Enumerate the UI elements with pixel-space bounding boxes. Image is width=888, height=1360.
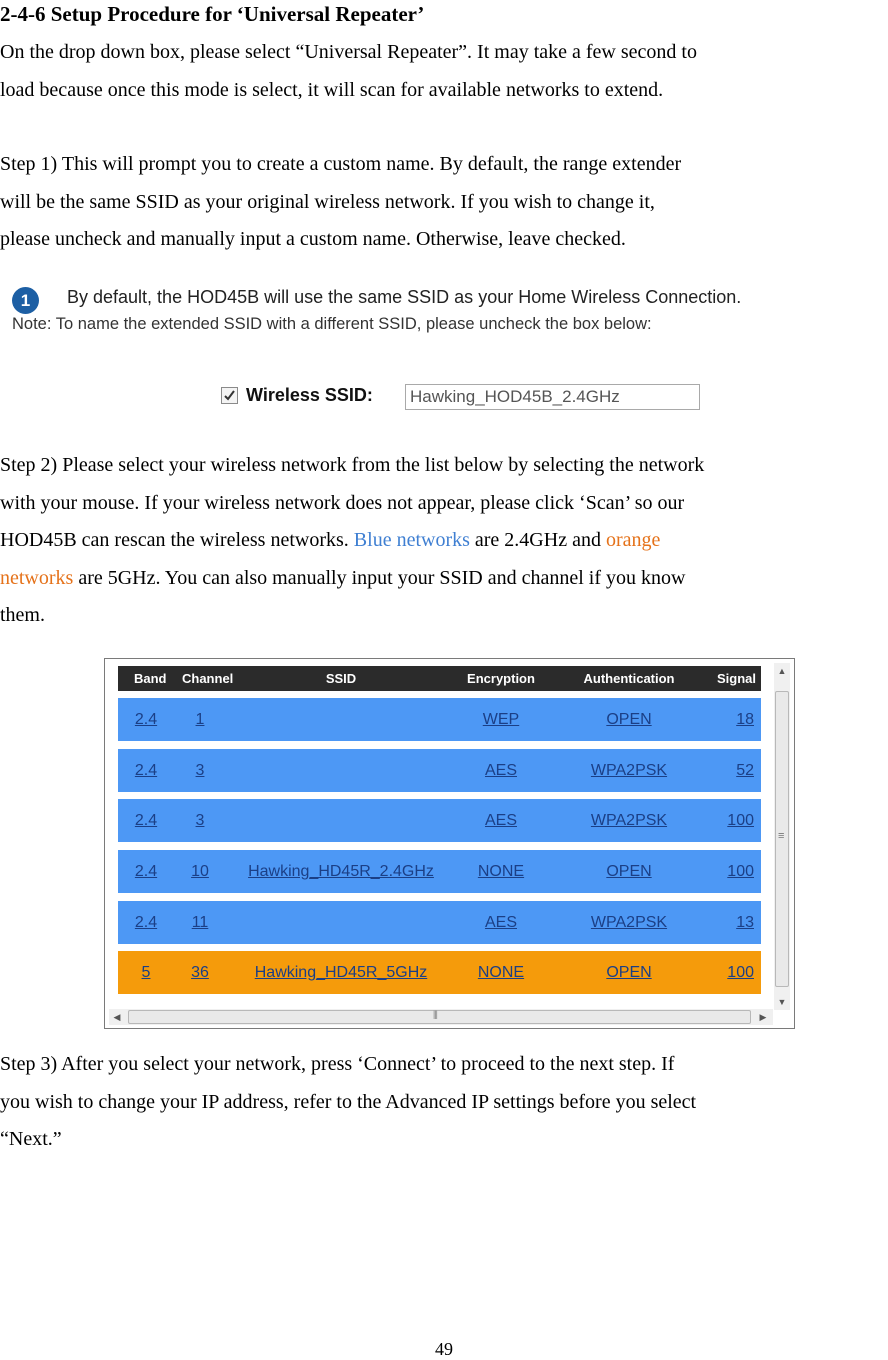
blue-networks-text: Blue networks: [353, 529, 470, 551]
encryption-cell[interactable]: NONE: [477, 863, 525, 880]
band-cell[interactable]: 2.4: [134, 812, 158, 829]
step3-line: you wish to change your IP address, refer to the Advanced IP settings before you select: [0, 1090, 697, 1113]
scroll-down-icon[interactable]: ▼: [777, 997, 787, 1007]
step1-line: will be the same SSID as your original wireless network. If you wish to change it,: [0, 190, 655, 213]
step2-text: are 2.4GHz and: [469, 529, 606, 551]
authentication-cell[interactable]: WPA2PSK: [590, 812, 668, 829]
encryption-cell[interactable]: AES: [484, 812, 517, 829]
step2-line: Step 2) Please select your wireless network from the list below by selecting the network: [0, 454, 705, 476]
encryption-cell[interactable]: AES: [484, 762, 517, 779]
ssid-cell[interactable]: Hawking_HD45R_5GHz: [254, 964, 428, 981]
signal-cell[interactable]: 52: [736, 762, 754, 779]
scroll-up-icon[interactable]: ▲: [777, 666, 787, 676]
band-cell[interactable]: 2.4: [134, 863, 158, 880]
step2-text: HOD45B can rescan the wireless networks.: [0, 529, 354, 551]
step2-paragraph: [0, 447, 888, 635]
section-title: 2-4-6 Setup Procedure for ‘Universal Repeater’: [0, 2, 425, 26]
wireless-ssid-input[interactable]: [405, 384, 700, 410]
network-table-header: [118, 666, 761, 691]
network-row[interactable]: [118, 799, 761, 842]
step2-line: them.: [0, 604, 45, 626]
step1-line: Step 1) This will prompt you to create a custom name. By default, the range extender: [0, 153, 682, 175]
network-row[interactable]: [118, 951, 761, 994]
signal-cell[interactable]: 100: [727, 863, 754, 880]
network-list: [104, 658, 795, 1029]
vertical-scrollbar[interactable]: [774, 663, 790, 1010]
network-row[interactable]: [118, 850, 761, 893]
ssid-header: SSID: [325, 671, 357, 686]
step2-text: are 5GHz. You can also manually input your SSID and channel if you know: [73, 566, 686, 589]
grip-icon: ⦀: [433, 1010, 438, 1022]
channel-cell[interactable]: 11: [191, 914, 209, 931]
encryption-header: Encryption: [467, 671, 535, 686]
step2-line: [0, 560, 888, 598]
step3-line: Step 3) After you select your network, press ‘Connect’ to proceed to the next step. If: [0, 1053, 675, 1075]
horizontal-scrollbar[interactable]: [109, 1009, 773, 1025]
band-header: Band: [134, 671, 167, 686]
ssid-cell[interactable]: Hawking_HD45R_2.4GHz: [248, 863, 434, 880]
authentication-header: Authentication: [583, 671, 675, 686]
channel-header: Channel: [182, 671, 234, 686]
scroll-right-icon[interactable]: ▶: [759, 1012, 767, 1022]
authentication-cell[interactable]: OPEN: [606, 863, 652, 880]
band-cell[interactable]: 2.4: [134, 762, 158, 779]
step2-line: [0, 522, 888, 560]
vertical-scroll-thumb[interactable]: [775, 691, 789, 987]
authentication-cell[interactable]: WPA2PSK: [590, 762, 668, 779]
band-cell[interactable]: 5: [141, 964, 151, 981]
wireless-ssid-label: Wireless SSID:: [246, 385, 373, 405]
orange-networks-text: networks: [0, 566, 74, 589]
step1-line: please uncheck and manually input a custom name. Otherwise, leave checked.: [0, 228, 626, 250]
network-row[interactable]: [118, 698, 761, 741]
encryption-cell[interactable]: AES: [484, 914, 517, 931]
same-ssid-checkbox[interactable]: [221, 387, 238, 404]
signal-cell[interactable]: 100: [727, 812, 754, 829]
orange-text: orange: [605, 529, 661, 551]
scroll-left-icon[interactable]: ◀: [113, 1012, 121, 1022]
authentication-cell[interactable]: OPEN: [606, 711, 652, 728]
encryption-cell[interactable]: NONE: [477, 964, 525, 981]
note-default-text: By default, the HOD45B will use the same SSID as your Home Wireless Connection.: [67, 287, 742, 307]
network-row[interactable]: [118, 901, 761, 944]
intro-line: On the drop down box, please select “Universal Repeater”. It may take a few second to: [0, 41, 697, 63]
note-instruction-text: Note: To name the extended SSID with a different SSID, please uncheck the box below:: [12, 315, 652, 333]
network-row[interactable]: [118, 749, 761, 792]
horizontal-scroll-thumb[interactable]: [128, 1010, 751, 1024]
intro-line: load because once this mode is select, it will scan for available networks to extend.: [0, 78, 664, 101]
step2-line: with your mouse. If your wireless network does not appear, please click ‘Scan’ so our: [0, 491, 685, 514]
channel-cell[interactable]: 36: [191, 964, 209, 981]
intro-paragraph: [0, 34, 888, 109]
signal-header: Signal: [716, 671, 756, 686]
signal-cell[interactable]: 100: [727, 964, 754, 981]
signal-cell[interactable]: 18: [736, 711, 754, 728]
encryption-cell[interactable]: WEP: [482, 711, 520, 728]
authentication-cell[interactable]: WPA2PSK: [590, 914, 668, 931]
step3-line: “Next.”: [0, 1128, 62, 1150]
channel-cell[interactable]: 1: [195, 711, 205, 728]
info-number-icon: 1: [12, 287, 39, 314]
channel-cell[interactable]: 3: [195, 812, 205, 829]
checkmark-icon: [223, 389, 236, 402]
channel-cell[interactable]: 10: [191, 863, 209, 880]
page-number: 49: [435, 1339, 453, 1359]
grip-icon: ≡: [778, 830, 785, 842]
authentication-cell[interactable]: OPEN: [606, 964, 652, 981]
band-cell[interactable]: 2.4: [134, 914, 158, 931]
signal-cell[interactable]: 13: [736, 914, 754, 931]
step3-paragraph: [0, 1046, 888, 1159]
step1-paragraph: [0, 146, 888, 259]
band-cell[interactable]: 2.4: [134, 711, 158, 728]
channel-cell[interactable]: 3: [195, 762, 205, 779]
